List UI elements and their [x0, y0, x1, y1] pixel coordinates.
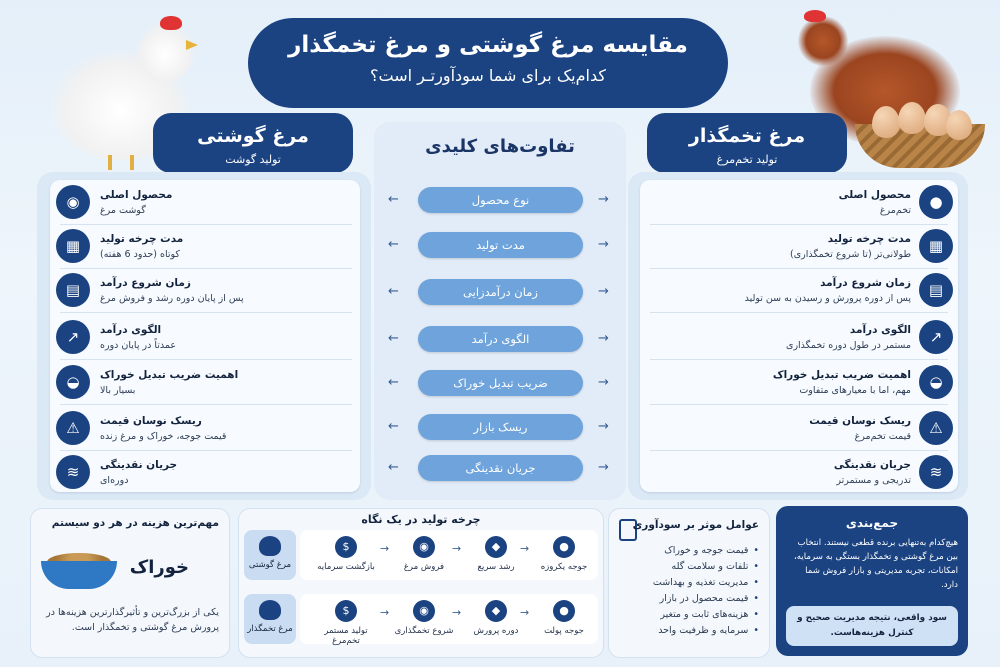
- cycle-step: ◉ فروش مرغ: [394, 536, 454, 572]
- broiler-row-title: اهمیت ضریب تبدیل خوراک: [100, 368, 239, 381]
- layer-row-title: محصول اصلی: [838, 188, 911, 201]
- cash-icon: ▤: [919, 273, 953, 307]
- difference-pill: مدت تولید: [418, 232, 583, 258]
- egg-icon: ●: [919, 185, 953, 219]
- factors-list: [617, 545, 759, 641]
- divider: [650, 450, 948, 451]
- broiler-title: مرغ گوشتی: [197, 125, 309, 147]
- arrow-right-icon: →: [598, 419, 609, 434]
- layer-row-title: زمان شروع درآمد: [820, 276, 911, 289]
- cycle-step: ◆ دوره پرورش: [466, 600, 526, 636]
- arrow-left-icon: ←: [388, 419, 399, 434]
- divider: [60, 224, 352, 225]
- arrow-left-icon: ←: [388, 284, 399, 299]
- factors-section: [608, 508, 770, 658]
- money-icon: ≋: [919, 455, 953, 489]
- divider: [60, 268, 352, 269]
- layer-row-title: الگوی درآمد: [849, 323, 911, 336]
- summary-box: [776, 506, 968, 656]
- layer-row-desc: مستمر در طول دوره تخمگذاری: [786, 339, 911, 351]
- layer-row-desc: مهم، اما با معیارهای متفاوت: [799, 384, 911, 396]
- broiler-row: [56, 182, 356, 222]
- divider: [650, 224, 948, 225]
- feed-bowl-icon: [41, 551, 117, 591]
- cost-box: [30, 508, 230, 658]
- cost-desc: یکی از بزرگ‌ترین و تأثیرگذارترین هزینه‌ها در پرورش مرغ گوشتی و تخمگذار است.: [46, 607, 219, 633]
- divider: [60, 312, 352, 313]
- broiler-row-desc: قیمت جوجه، خوراک و مرغ زنده: [100, 430, 227, 442]
- cost-item: خوراک: [129, 557, 189, 578]
- meat-icon: ◉: [56, 185, 90, 219]
- cycle-step: $ بازگشت سرمایه: [316, 536, 376, 572]
- layer-row-title: ریسک نوسان قیمت: [809, 414, 911, 427]
- broiler-row: [56, 452, 356, 492]
- growth-icon: ◆: [485, 536, 507, 558]
- layer-row: [645, 182, 953, 222]
- arrow-left-icon: ←: [388, 375, 399, 390]
- layer-row: [645, 270, 953, 310]
- broiler-row-desc: گوشت مرغ: [100, 204, 146, 216]
- differences-title: تفاوت‌های کلیدی: [425, 136, 575, 157]
- sale-icon: ◉: [413, 600, 435, 622]
- hen-icon: [259, 600, 281, 620]
- divider: [60, 450, 352, 451]
- arrow-right-icon: →: [598, 460, 609, 475]
- difference-pill: نوع محصول: [418, 187, 583, 213]
- arrow-right-icon: →: [598, 284, 609, 299]
- summary-note: سود واقعی، نتیجه مدیریت صحیح و کنترل هزینه‌هاست.: [786, 606, 958, 646]
- layer-heading: [647, 113, 847, 173]
- arrow-right-icon: →: [598, 237, 609, 252]
- layer-row-desc: تخم‌مرغ: [879, 204, 911, 216]
- broiler-row: [56, 317, 356, 357]
- chick-icon: ●: [553, 600, 575, 622]
- calendar-icon: ▦: [919, 229, 953, 263]
- factor-item: • قیمت محصول در بازار: [617, 593, 759, 604]
- feed-icon: ◒: [919, 365, 953, 399]
- factor-item: • قیمت جوجه و خوراک: [617, 545, 759, 556]
- cycle-step: ● جوجه پولت: [534, 600, 594, 636]
- broiler-row-title: زمان شروع درآمد: [100, 276, 191, 289]
- cycle-step: ● جوجه یکروزه: [534, 536, 594, 572]
- arrow-left-icon: ←: [388, 331, 399, 346]
- arrow-right-icon: →: [380, 606, 390, 619]
- cycle-row-label: مرغ تخمگذار: [244, 594, 296, 644]
- layer-row: [645, 452, 953, 492]
- summary-title: جمع‌بندی: [845, 516, 899, 530]
- arrow-left-icon: ←: [388, 460, 399, 475]
- return-icon: $: [335, 600, 357, 622]
- factor-item: • هزینه‌های ثابت و متغیر: [617, 609, 759, 620]
- hen-icon: [259, 536, 281, 556]
- header-banner: [248, 18, 728, 108]
- chart-icon: ↗: [919, 320, 953, 354]
- cycle-title: چرخه تولید در یک نگاه: [361, 513, 481, 526]
- divider: [650, 404, 948, 405]
- broiler-row-title: الگوی درآمد: [100, 323, 162, 336]
- arrow-right-icon: →: [380, 542, 390, 555]
- broiler-row-title: محصول اصلی: [100, 188, 173, 201]
- arrow-right-icon: →: [520, 606, 530, 619]
- broiler-row: [56, 226, 356, 266]
- cycle-row-label: مرغ گوشتی: [244, 530, 296, 580]
- arrow-right-icon: →: [520, 542, 530, 555]
- layer-row-desc: قیمت تخم‌مرغ: [854, 430, 911, 442]
- broiler-row-title: جریان نقدینگی: [100, 458, 178, 471]
- cost-title: مهم‌ترین هزینه در هر دو سیستم: [51, 517, 219, 529]
- broiler-row: [56, 362, 356, 402]
- factor-item: • تلفات و سلامت گله: [617, 561, 759, 572]
- divider: [650, 268, 948, 269]
- layer-row: [645, 362, 953, 402]
- divider: [60, 359, 352, 360]
- broiler-row: [56, 408, 356, 448]
- arrow-right-icon: →: [598, 331, 609, 346]
- cash-icon: ▤: [56, 273, 90, 307]
- broiler-row-desc: کوتاه (حدود 6 هفته): [100, 248, 180, 260]
- differences-panel: [374, 122, 626, 500]
- divider: [60, 404, 352, 405]
- layer-row-desc: پس از دوره پرورش و رسیدن به سن تولید: [744, 292, 911, 304]
- cycle-step: ◉ شروع تخمگذاری: [394, 600, 454, 636]
- broiler-row-desc: پس از پایان دوره رشد و فروش مرغ: [100, 292, 244, 304]
- money-icon: ≋: [56, 455, 90, 489]
- return-icon: $: [335, 536, 357, 558]
- arrow-left-icon: ←: [388, 192, 399, 207]
- page-subtitle: کدام‌یک برای شما سودآورتـر است؟: [370, 66, 606, 85]
- broiler-subtitle: تولید گوشت: [225, 153, 281, 166]
- cycle-step: ◆ رشد سریع: [466, 536, 526, 572]
- divider: [650, 312, 948, 313]
- factors-title: عوامل موثر بر سودآوری: [632, 519, 759, 531]
- layer-row-title: اهمیت ضریب تبدیل خوراک: [772, 368, 911, 381]
- layer-row-desc: طولانی‌تر (تا شروع تخمگذاری): [790, 248, 911, 260]
- difference-pill: زمان درآمدزایی: [418, 279, 583, 305]
- warning-icon: ⚠: [56, 411, 90, 445]
- arrow-right-icon: →: [598, 375, 609, 390]
- feed-icon: ◒: [56, 365, 90, 399]
- broiler-row-title: مدت چرخه تولید: [100, 232, 184, 245]
- layer-subtitle: تولید تخم‌مرغ: [716, 153, 778, 166]
- page-title: مقایسه مرغ گوشتی و مرغ تخمگذار: [288, 32, 688, 58]
- layer-row: [645, 317, 953, 357]
- chart-icon: ↗: [56, 320, 90, 354]
- difference-pill: ضریب تبدیل خوراک: [418, 370, 583, 396]
- layer-row-title: مدت چرخه تولید: [827, 232, 911, 245]
- arrow-right-icon: →: [452, 542, 462, 555]
- arrow-right-icon: →: [598, 192, 609, 207]
- layer-row: [645, 226, 953, 266]
- calendar-icon: ▦: [56, 229, 90, 263]
- arrow-left-icon: ←: [388, 237, 399, 252]
- summary-text: هیچ‌کدام به‌تنهایی برنده قطعی نیستند. انتخاب بین مرغ گوشتی و تخمگذار بستگی به سرمایه، امکانات، تجربه مدیریتی و بازار فروش شما دارد.: [794, 538, 958, 590]
- difference-pill: ریسک بازار: [418, 414, 583, 440]
- cycle-step: $ تولید مستمر تخم‌مرغ: [316, 600, 376, 646]
- broiler-row: [56, 270, 356, 310]
- broiler-row-desc: دوره‌ای: [100, 474, 129, 486]
- layer-row: [645, 408, 953, 448]
- difference-pill: الگوی درآمد: [418, 326, 583, 352]
- broiler-row-desc: بسیار بالا: [100, 384, 136, 396]
- broiler-row-title: ریسک نوسان قیمت: [100, 414, 202, 427]
- factor-item: • سرمایه و ظرفیت واحد: [617, 625, 759, 636]
- divider: [650, 359, 948, 360]
- warning-icon: ⚠: [919, 411, 953, 445]
- factor-item: • مدیریت تغذیه و بهداشت: [617, 577, 759, 588]
- layer-row-desc: تدریجی و مستمرتر: [836, 474, 911, 486]
- chick-icon: ●: [553, 536, 575, 558]
- arrow-right-icon: →: [452, 606, 462, 619]
- growth-icon: ◆: [485, 600, 507, 622]
- difference-pill: جریان نقدینگی: [418, 455, 583, 481]
- broiler-heading: [153, 113, 353, 173]
- layer-title: مرغ تخمگذار: [688, 125, 806, 147]
- layer-row-title: جریان نقدینگی: [833, 458, 911, 471]
- broiler-row-desc: عمدتاً در پایان دوره: [100, 339, 176, 351]
- sale-icon: ◉: [413, 536, 435, 558]
